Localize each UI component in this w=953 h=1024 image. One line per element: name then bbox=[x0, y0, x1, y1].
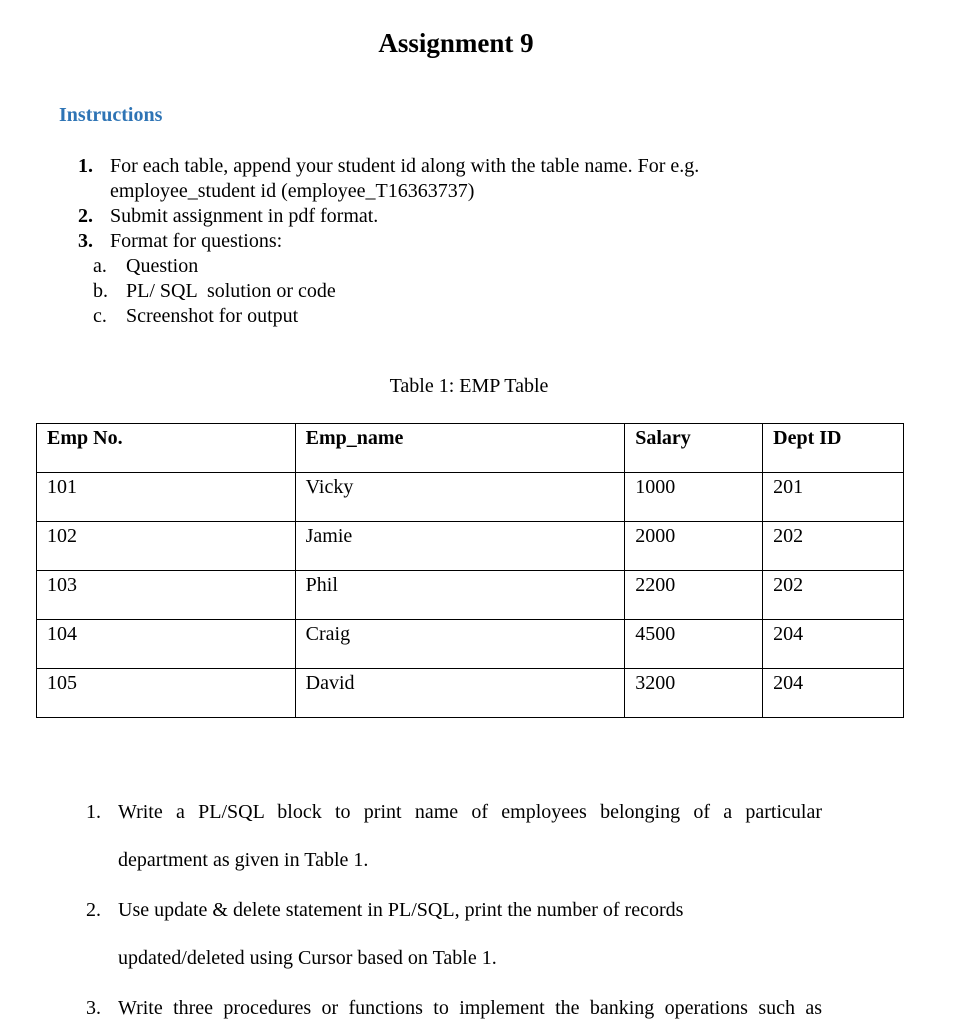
instruction-line: For each table, append your student id along with the table name. For e.g. bbox=[110, 155, 700, 177]
cell-dept-id: 201 bbox=[763, 473, 904, 522]
instructions-heading: Instructions bbox=[59, 104, 163, 126]
sub-item-text: Screenshot for output bbox=[126, 305, 299, 327]
column-header-emp-name: Emp_name bbox=[295, 424, 625, 473]
question-line: department as given in Table 1. bbox=[118, 849, 369, 871]
cell-dept-id: 202 bbox=[763, 571, 904, 620]
question-number: 1. bbox=[86, 801, 101, 823]
cell-emp-name: Phil bbox=[295, 571, 625, 620]
table-row bbox=[37, 571, 904, 620]
question-line: Write three procedures or functions to implement the banking operations such as bbox=[118, 997, 822, 1019]
sub-item-text: Question bbox=[126, 255, 199, 277]
table-row bbox=[37, 522, 904, 571]
table-row bbox=[37, 620, 904, 669]
instruction-line: Format for questions: bbox=[110, 230, 283, 252]
cell-dept-id: 204 bbox=[763, 669, 904, 718]
question-number: 3. bbox=[86, 997, 101, 1019]
sub-item-letter: c. bbox=[93, 305, 107, 327]
emp-table bbox=[36, 423, 904, 718]
table-header-row bbox=[37, 424, 904, 473]
document-title: Assignment 9 bbox=[378, 28, 534, 58]
instruction-line: Submit assignment in pdf format. bbox=[110, 205, 379, 227]
column-header-emp-no: Emp No. bbox=[37, 424, 296, 473]
cell-emp-no: 104 bbox=[37, 620, 296, 669]
question-line: Use update & delete statement in PL/SQL, print the number of records bbox=[118, 899, 684, 921]
cell-dept-id: 202 bbox=[763, 522, 904, 571]
cell-emp-name: Jamie bbox=[295, 522, 625, 571]
column-header-dept-id: Dept ID bbox=[763, 424, 904, 473]
cell-emp-no: 103 bbox=[37, 571, 296, 620]
cell-salary: 1000 bbox=[625, 473, 763, 522]
instruction-line: employee_student id (employee_T16363737) bbox=[110, 180, 475, 202]
cell-salary: 4500 bbox=[625, 620, 763, 669]
cell-emp-no: 101 bbox=[37, 473, 296, 522]
question-line: updated/deleted using Cursor based on Table 1. bbox=[118, 947, 497, 969]
column-header-salary: Salary bbox=[625, 424, 763, 473]
cell-salary: 2000 bbox=[625, 522, 763, 571]
instruction-number: 2. bbox=[78, 205, 93, 227]
table-row bbox=[37, 669, 904, 718]
instruction-number: 3. bbox=[78, 230, 93, 252]
cell-emp-name: Vicky bbox=[295, 473, 625, 522]
cell-salary: 2200 bbox=[625, 571, 763, 620]
question-line: Write a PL/SQL block to print name of employees belonging of a particular bbox=[118, 801, 822, 823]
cell-emp-name: David bbox=[295, 669, 625, 718]
sub-item-text: PL/ SQL solution or code bbox=[126, 280, 336, 302]
sub-item-letter: a. bbox=[93, 255, 107, 277]
sub-item-letter: b. bbox=[93, 280, 108, 302]
table-caption: Table 1: EMP Table bbox=[389, 375, 549, 397]
cell-emp-no: 105 bbox=[37, 669, 296, 718]
cell-dept-id: 204 bbox=[763, 620, 904, 669]
question-number: 2. bbox=[86, 899, 101, 921]
table-row bbox=[37, 473, 904, 522]
instruction-number: 1. bbox=[78, 155, 93, 177]
cell-emp-no: 102 bbox=[37, 522, 296, 571]
cell-emp-name: Craig bbox=[295, 620, 625, 669]
cell-salary: 3200 bbox=[625, 669, 763, 718]
